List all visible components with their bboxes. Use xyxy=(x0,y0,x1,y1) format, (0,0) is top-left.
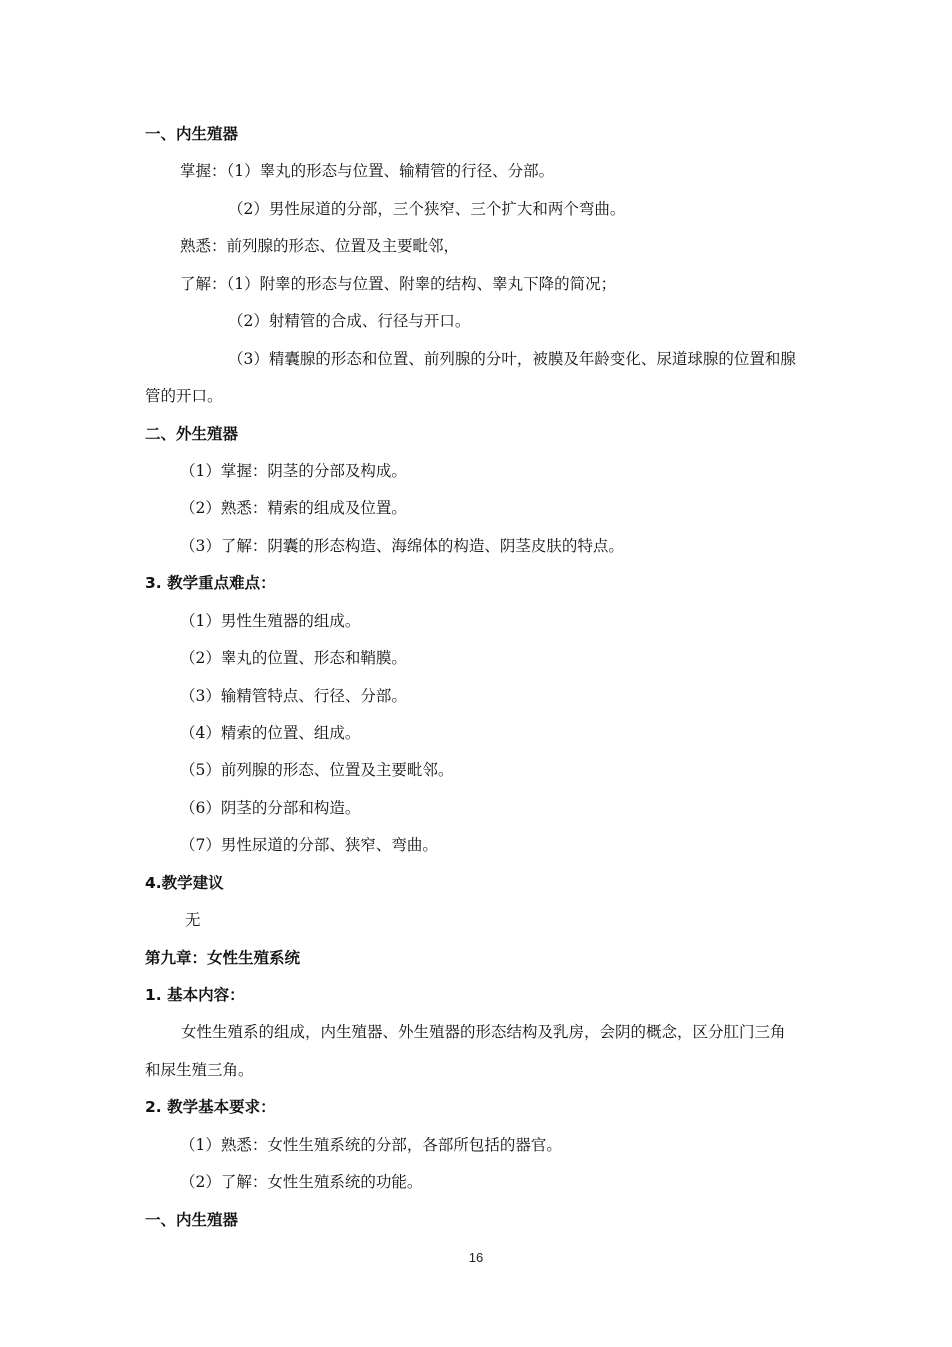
list-item: （1）熟悉：女性生殖系统的分部，各部所包括的器官。 xyxy=(180,1136,562,1154)
list-item: （1）掌握：阴茎的分部及构成。 xyxy=(180,462,407,480)
paragraph-line: （2）射精管的合成、行径与开口。 xyxy=(228,312,471,330)
paragraph-line: 女性生殖系的组成，内生殖器、外生殖器的形态结构及乳房，会阴的概念，区分肛门三角 xyxy=(181,1023,786,1041)
paragraph-line: （2）男性尿道的分部，三个狭窄、三个扩大和两个弯曲。 xyxy=(228,200,626,218)
list-item: （2）睾丸的位置、形态和鞘膜。 xyxy=(180,649,407,667)
paragraph-line: 无 xyxy=(185,911,201,929)
list-item: （2）熟悉：精索的组成及位置。 xyxy=(180,499,407,517)
page-number: 16 xyxy=(468,1250,484,1265)
paragraph-line: （3）精囊腺的形态和位置、前列腺的分叶，被膜及年龄变化、尿道球腺的位置和腺 xyxy=(228,350,796,368)
list-item: （6）阴茎的分部和构造。 xyxy=(180,799,361,817)
paragraph-line: 掌握：（1）睾丸的形态与位置、输精管的行径、分部。 xyxy=(180,162,555,180)
list-item: （2）了解：女性生殖系统的功能。 xyxy=(180,1173,423,1191)
section-heading: 一、内生殖器 xyxy=(145,125,239,143)
list-item: （7）男性尿道的分部、狭窄、弯曲。 xyxy=(180,836,438,854)
paragraph-line: 熟悉：前列腺的形态、位置及主要毗邻， xyxy=(180,237,460,255)
paragraph-line: 管的开口。 xyxy=(145,387,223,405)
list-item: （4）精索的位置、组成。 xyxy=(180,724,361,742)
section-heading: 1. 基本内容： xyxy=(145,986,245,1004)
list-item: （3）了解：阴囊的形态构造、海绵体的构造、阴茎皮肤的特点。 xyxy=(180,537,624,555)
list-item: （1）男性生殖器的组成。 xyxy=(180,612,361,630)
list-item: （3）输精管特点、行径、分部。 xyxy=(180,687,407,705)
list-item: （5）前列腺的形态、位置及主要毗邻。 xyxy=(180,761,454,779)
section-heading: 2. 教学基本要求： xyxy=(145,1098,276,1116)
section-heading: 4.教学建议 xyxy=(145,874,224,892)
section-heading: 3. 教学重点难点： xyxy=(145,574,276,592)
chapter-heading: 第九章：女性生殖系统 xyxy=(145,949,301,967)
paragraph-line: 了解：（1）附睾的形态与位置、附睾的结构、睾丸下降的简况； xyxy=(180,275,617,293)
section-heading: 一、内生殖器 xyxy=(145,1211,239,1229)
paragraph-line: 和尿生殖三角。 xyxy=(145,1061,254,1079)
section-heading: 二、外生殖器 xyxy=(145,425,239,443)
